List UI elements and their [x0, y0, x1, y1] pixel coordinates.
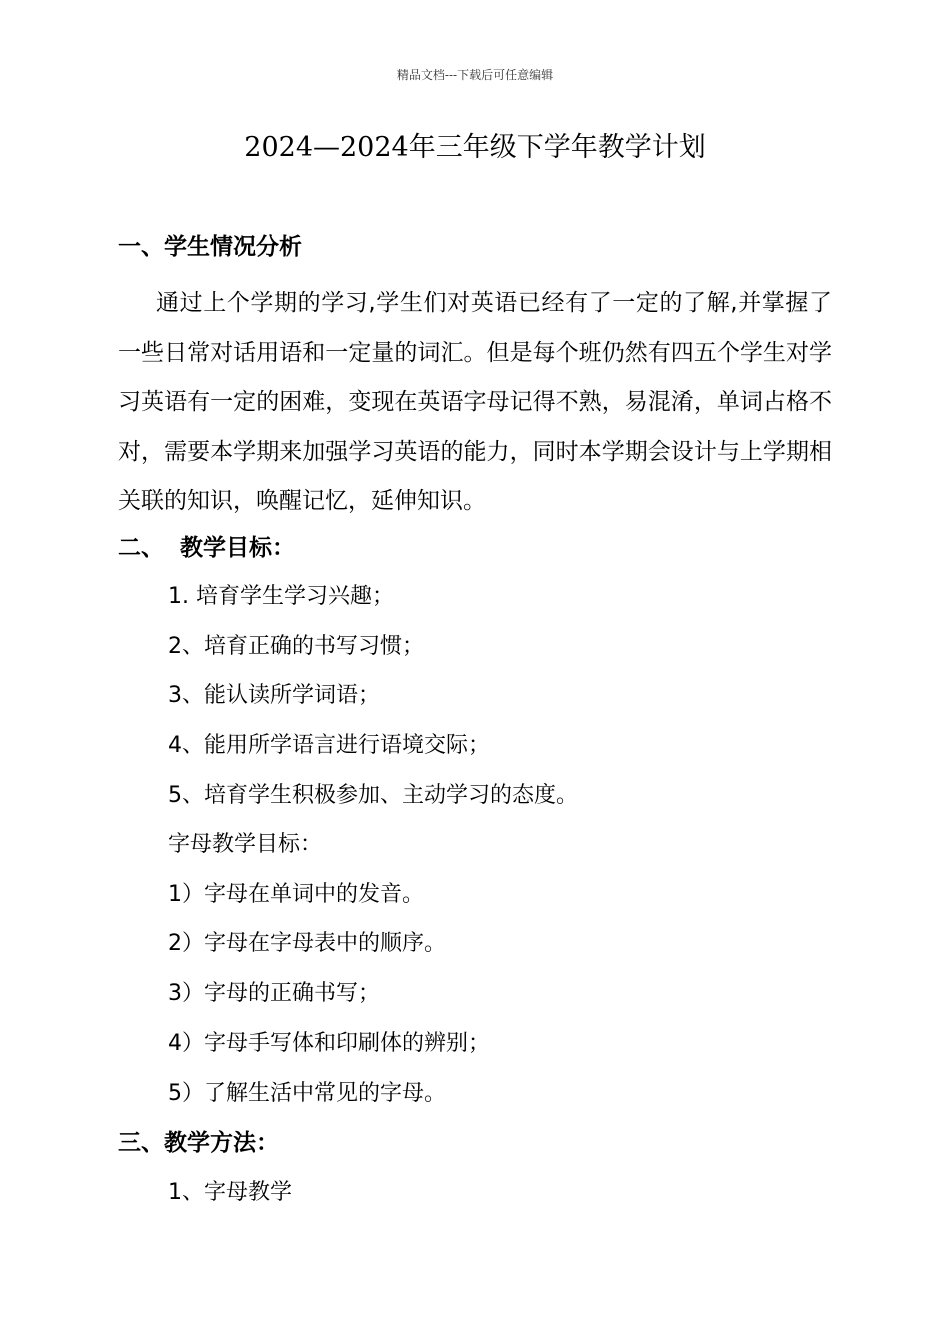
goal-item: 2、培育正确的书写习惯； — [168, 634, 424, 659]
section-heading-teaching-methods: 三、教学方法： — [118, 1130, 279, 1156]
letter-goal-item: 5）了解生活中常见的字母。 — [168, 1081, 446, 1106]
section-heading-student-analysis: 一、学生情况分析 — [118, 234, 302, 260]
header-note: 精品文档---下载后可任意编辑 — [396, 68, 554, 82]
letter-goal-item: 2）字母在字母表中的顺序。 — [168, 931, 446, 956]
student-analysis-paragraph: 通过上个学期的学习,学生们对英语已经有了一定的了解,并掌握了一些日常对话用语和一定量的词汇。但是每个班仍然有四五个学生对学习英语有一定的困难，变现在英语字母记得不熟，易混淆，单词占格不对，需要本学期来加强学习英语的能力，同时本学期会设计与上学期相关联的知识，唤醒记忆，延伸知识。 — [118, 290, 832, 514]
letter-goal-item: 1）字母在单词中的发音。 — [168, 882, 424, 907]
goal-item: 5、培育学生积极参加、主动学习的态度。 — [168, 783, 578, 808]
goal-item: 3、能认读所学词语； — [168, 683, 380, 708]
letter-goals-label: 字母教学目标： — [168, 832, 323, 857]
method-item: 1、字母教学 — [168, 1180, 292, 1205]
section-heading-teaching-goals: 二、 教学目标： — [118, 535, 296, 561]
letter-goal-item: 4）字母手写体和印刷体的辨别； — [168, 1031, 490, 1056]
goal-item: 4、能用所学语言进行语境交际； — [168, 733, 490, 758]
goal-item: 1. 培育学生学习兴趣； — [168, 584, 394, 609]
document-title: 2024—2024年三年级下学年教学计划 — [244, 132, 706, 163]
letter-goal-item: 3）字母的正确书写； — [168, 981, 380, 1006]
